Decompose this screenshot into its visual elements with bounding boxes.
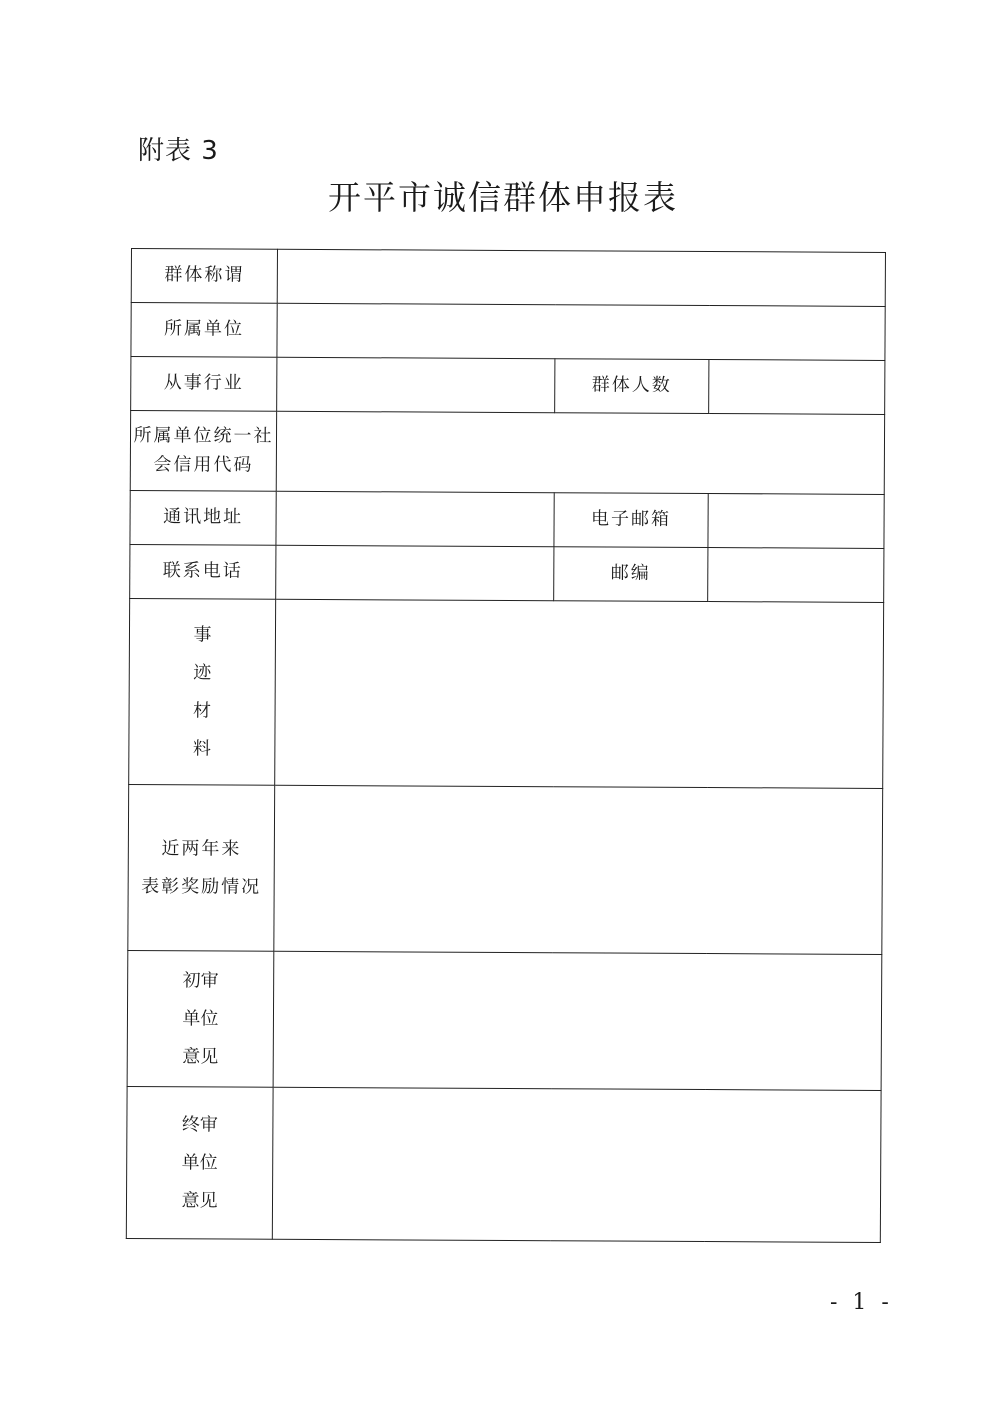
postcode-field[interactable] <box>708 548 884 603</box>
row-final-review <box>126 1086 881 1242</box>
form-title: 开平市诚信群体申报表 <box>328 178 678 217</box>
awards-label-line1: 近两年来 <box>161 837 242 860</box>
row-awards <box>128 784 883 954</box>
deeds-field[interactable] <box>275 599 884 788</box>
initial-review-label <box>127 950 274 1087</box>
deeds-label-char: 事 <box>193 623 212 645</box>
industry-field[interactable] <box>277 357 555 412</box>
address-field[interactable] <box>276 491 554 546</box>
member-count-label: 群体人数 <box>555 359 709 414</box>
group-name-field[interactable] <box>277 249 885 306</box>
row-group-name <box>131 249 885 307</box>
deeds-label-char: 材 <box>193 699 212 721</box>
credit-code-field[interactable] <box>276 411 884 494</box>
affiliation-label: 所属单位 <box>131 303 277 358</box>
awards-label-line2: 表彰奖励情况 <box>141 875 262 898</box>
initial-review-field[interactable] <box>273 951 882 1090</box>
row-credit-code <box>130 411 884 495</box>
phone-field[interactable] <box>276 545 554 600</box>
row-deeds <box>129 598 884 788</box>
final-review-label-line: 意见 <box>181 1189 218 1211</box>
row-address <box>130 490 884 548</box>
email-label: 电子邮箱 <box>554 493 708 548</box>
row-phone <box>130 544 884 602</box>
awards-label <box>128 784 275 951</box>
application-form-table <box>126 248 886 1243</box>
deeds-label-char: 料 <box>192 737 211 759</box>
row-affiliation <box>131 303 885 361</box>
final-review-label <box>126 1086 273 1239</box>
phone-label: 联系电话 <box>130 544 276 599</box>
credit-code-label-line1: 所属单位统一社 <box>133 424 274 447</box>
postcode-label: 邮编 <box>554 547 708 602</box>
member-count-field[interactable] <box>709 360 885 415</box>
row-industry <box>131 357 885 415</box>
credit-code-label-line2: 会信用代码 <box>153 453 254 476</box>
initial-review-label-line: 初审 <box>182 969 219 991</box>
affiliation-field[interactable] <box>277 303 885 360</box>
attachment-label: 附表 3 <box>138 136 219 166</box>
page-number: - 1 - <box>830 1290 893 1315</box>
credit-code-label <box>130 411 276 492</box>
group-name-label: 群体称谓 <box>131 249 277 304</box>
row-initial-review <box>127 950 882 1090</box>
initial-review-label-line: 单位 <box>182 1007 219 1029</box>
initial-review-label-line: 意见 <box>182 1045 219 1067</box>
final-review-label-line: 终审 <box>181 1113 218 1135</box>
awards-field[interactable] <box>274 785 883 954</box>
deeds-label <box>129 598 276 785</box>
final-review-label-line: 单位 <box>181 1151 218 1173</box>
deeds-label-char: 迹 <box>193 661 212 683</box>
address-label: 通讯地址 <box>130 490 276 545</box>
email-field[interactable] <box>708 494 884 549</box>
industry-label: 从事行业 <box>131 357 277 412</box>
final-review-field[interactable] <box>272 1087 881 1242</box>
